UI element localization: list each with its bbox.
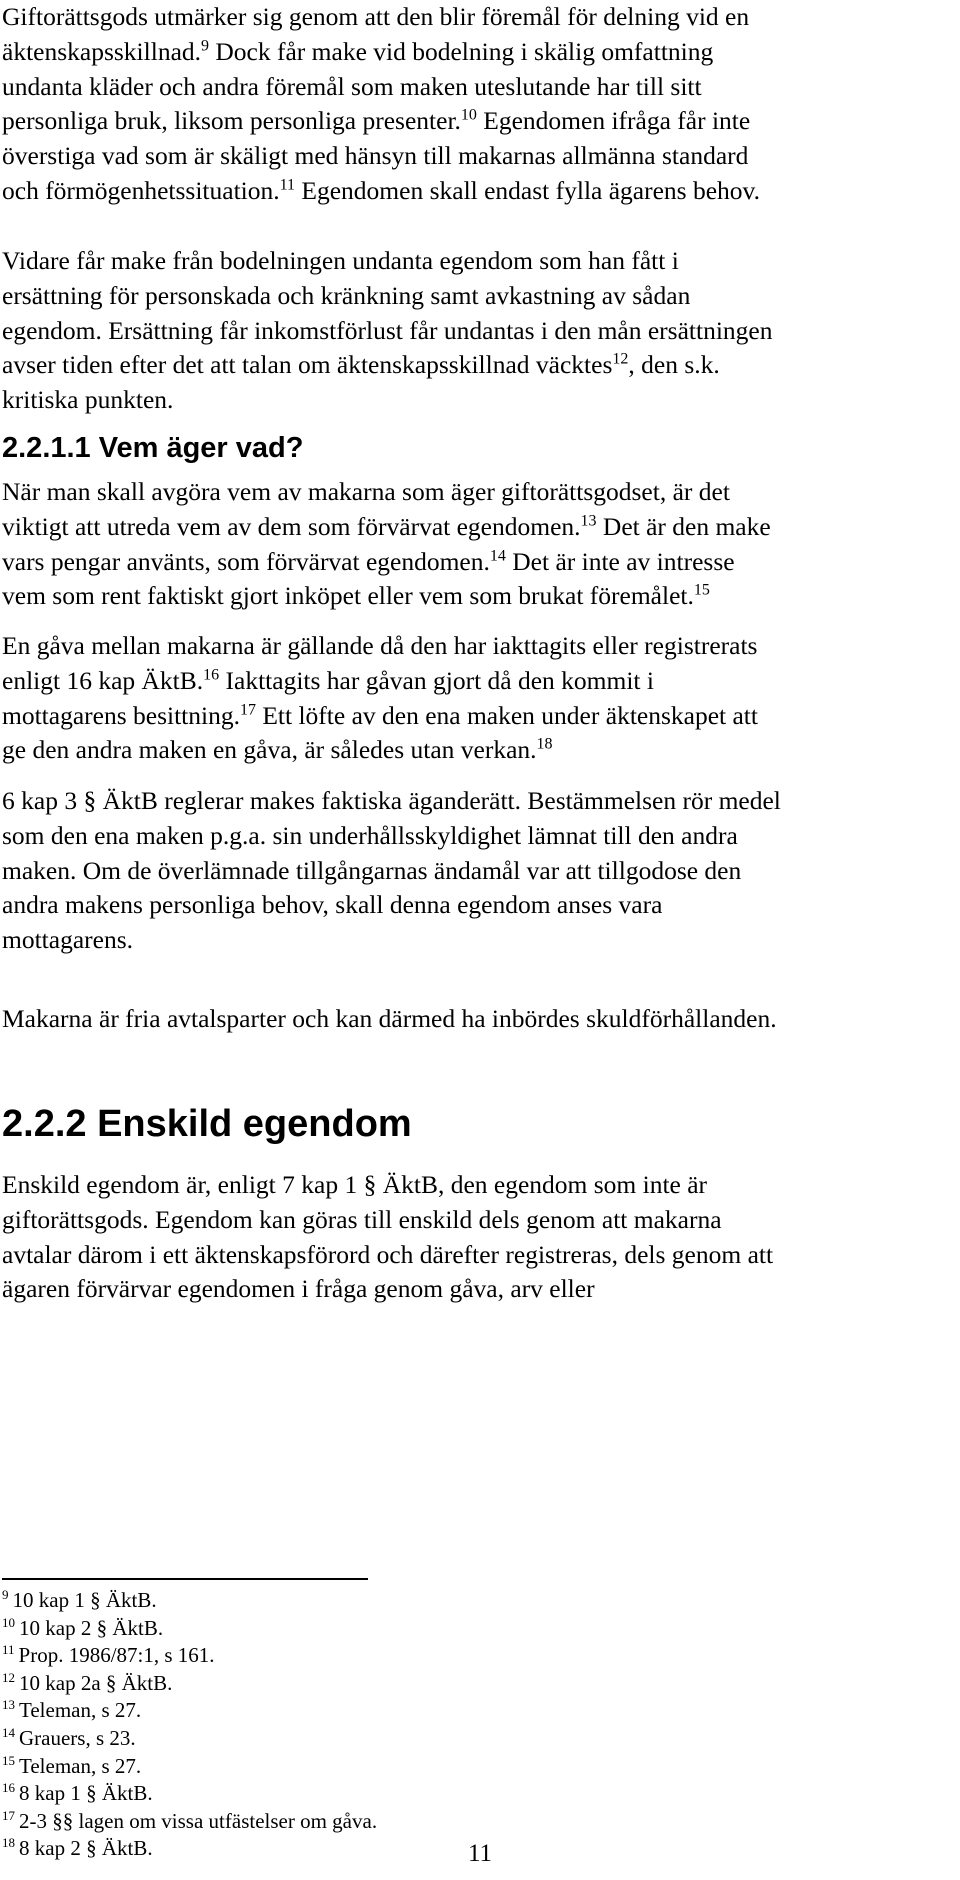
text-line: maken. Om de överlämnade tillgångarnas ändamål var att tillgodose den [2, 855, 742, 885]
paragraph [2, 1002, 957, 1037]
footnote-ref[interactable]: 14 [489, 547, 506, 565]
text-line: Makarna är fria avtalsparter och kan därmed ha inbördes skuldförhållanden. [2, 1004, 777, 1033]
paragraph [2, 1168, 957, 1307]
text-line: kritiska punkten. [2, 385, 174, 415]
text-line: vem som rent faktiskt gjort inköpet eller vem som brukat föremålet.$^{15}$ [2, 581, 710, 611]
footnote-text: 10 kap 1 § ÄktB. [12, 1588, 157, 1612]
footnote-number: 14 [2, 1724, 15, 1740]
text-line: överstiga vad som är skäligt med hänsyn till makarnas allmänna standard [2, 141, 749, 171]
footnote-number: 17 [2, 1807, 15, 1823]
footnote-number: 13 [2, 1697, 15, 1713]
footnote-ref[interactable]: 17 [239, 701, 256, 719]
text-line: mottagarens. [2, 925, 133, 955]
footnote-item [2, 1642, 377, 1670]
footnote-number: 15 [2, 1752, 15, 1768]
text-line: avser tiden efter det att talan om äktenskapsskillnad väcktes$^{12}$, den s.k. [2, 350, 720, 380]
footnote-text: 10 kap 2 § ÄktB. [19, 1615, 164, 1640]
text-line: enligt 16 kap ÄktB.$^{16}$ Iakttagits har gåvan gjort då den kommit i [2, 665, 654, 695]
text-line: mottagarens besittning.$^{17}$ Ett löfte av den ena maken under äktenskapet att [2, 700, 758, 730]
text-line: egendom. Ersättning får inkomstförlust får undantas i den mån ersättningen [2, 315, 773, 345]
paragraph [2, 0, 957, 209]
footnote-number: 10 [2, 1614, 15, 1630]
footnote-item [2, 1697, 377, 1725]
footnote-text: Grauers, s 23. [19, 1725, 136, 1750]
page-number: 11 [467, 1840, 493, 1867]
footnote-text: Prop. 1986/87:1, s 161. [18, 1643, 215, 1668]
footnote-number: 11 [2, 1642, 15, 1658]
footnote-item [2, 1780, 377, 1808]
text-line: giftorättsgods. Egendom kan göras till enskild dels genom att makarna [2, 1204, 722, 1234]
section-heading: 2.2.2 Enskild egendom [2, 1103, 412, 1145]
text-line: Giftorättsgods utmärker sig genom att den blir föremål för delning vid en [2, 2, 750, 31]
text-line: ägaren förvärvar egendomen i fråga genom gåva, arv eller [2, 1274, 595, 1304]
text-line: ersättning för personskada och kränkning samt avkastning av sådan [2, 280, 691, 310]
footnote-text: Teleman, s 27. [19, 1753, 142, 1778]
section-heading: 2.2.1.1 Vem äger vad? [2, 432, 304, 464]
footnote-text: 8 kap 2 § ÄktB. [19, 1836, 153, 1861]
footnote-list [2, 1587, 377, 1863]
footnote-item [2, 1808, 377, 1836]
paragraph [2, 244, 957, 418]
text-line: Vidare får make från bodelningen undanta egendom som han fått i [2, 246, 679, 275]
text-line: Enskild egendom är, enligt 7 kap 1 § ÄktB, den egendom som inte är [2, 1170, 708, 1199]
text-line: personliga bruk, liksom personliga presenter.$^{10}$ Egendomen ifråga får inte [2, 106, 751, 136]
footnote-ref[interactable]: 12 [612, 350, 629, 368]
text-line: vars pengar använts, som förvärvat egendomen.$^{14}$ Det är inte av intresse [2, 546, 735, 576]
footnote-number: 12 [2, 1669, 15, 1685]
footnote-item [2, 1615, 377, 1643]
footnote-number: 9 [2, 1587, 9, 1602]
footnote-item [2, 1725, 377, 1753]
text-line: undanta kläder och andra föremål som maken uteslutande har till sitt [2, 71, 702, 101]
paragraph [2, 629, 957, 768]
text-line: 6 kap 3 § ÄktB reglerar makes faktiska äganderätt. Bestämmelsen rör medel [2, 786, 781, 815]
text-line: ge den andra maken en gåva, är således utan verkan.$^{18}$ [2, 735, 553, 765]
text-line: När man skall avgöra vem av makarna som äger giftorättsgodset, är det [2, 477, 730, 506]
text-line: äktenskapsskillnad.$^9$ Dock får make vid bodelning i skälig omfattning [2, 36, 714, 66]
footnote-number: 16 [2, 1780, 15, 1796]
footnote-item [2, 1670, 377, 1698]
footnote-text: 10 kap 2a § ÄktB. [19, 1670, 173, 1695]
footnote-ref[interactable]: 10 [460, 106, 477, 124]
footnote-ref[interactable]: 11 [279, 176, 296, 194]
footnote-text: Teleman, s 27. [19, 1698, 142, 1723]
footnote-ref[interactable]: 9 [201, 37, 210, 55]
footnote-text: 2-3 §§ lagen om vissa utfästelser om gåva. [19, 1808, 378, 1833]
footnote-item [2, 1753, 377, 1781]
footnote-ref[interactable]: 13 [580, 512, 597, 530]
text-line: viktigt att utreda vem av dem som förvärvat egendomen.$^{13}$ Det är den make [2, 511, 771, 541]
paragraph [2, 475, 957, 614]
footnote-ref[interactable]: 18 [536, 735, 553, 753]
footnote-number: 18 [2, 1835, 15, 1851]
text-line: En gåva mellan makarna är gällande då den har iakttagits eller registrerats [2, 631, 758, 660]
text-line: andra makens personliga behov, skall denna egendom anses vara [2, 890, 663, 920]
text-line: som den ena maken p.g.a. sin underhållsskyldighet lämnat till den andra [2, 820, 738, 850]
paragraph [2, 784, 957, 958]
text-line: och förmögenhetssituation.$^{11}$ Egendomen skall endast fylla ägarens behov. [2, 175, 761, 205]
footnote-ref[interactable]: 16 [203, 666, 220, 684]
footnote-separator [2, 1578, 368, 1580]
text-line: avtalar därom i ett äktenskapsförord och därefter registreras, dels genom att [2, 1239, 774, 1269]
footnote-item [2, 1587, 377, 1615]
footnote-ref[interactable]: 15 [693, 581, 710, 599]
footnote-text: 8 kap 1 § ÄktB. [19, 1781, 153, 1806]
